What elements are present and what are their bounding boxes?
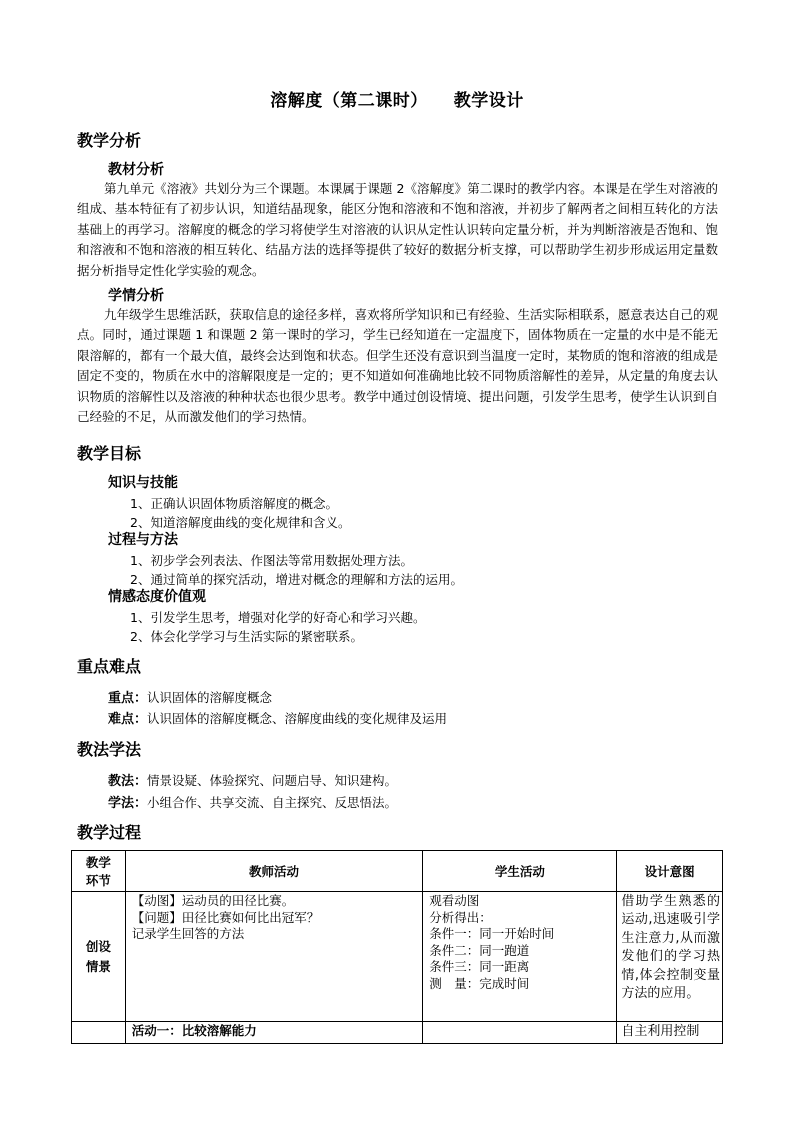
teach-method-label: 教法： <box>108 774 148 789</box>
header-stage: 教学 环节 <box>72 851 126 892</box>
section-heading-goals: 教学目标 <box>77 444 142 463</box>
process-item-1: 1、初步学会列表法、作图法等常用数据处理方法。 <box>130 553 413 568</box>
subheading-students: 学情分析 <box>108 288 164 304</box>
teacher-line: 活动一：比较溶解能力 <box>131 1023 257 1038</box>
subheading-emotion: 情感态度价值观 <box>108 589 206 605</box>
teacher-line: 【动图】运动员的田径比赛。 <box>131 893 295 908</box>
focus-text: 认识固体的溶解度概念 <box>147 690 273 705</box>
process-table <box>71 850 723 1044</box>
table-row <box>72 1022 723 1044</box>
header-student: 学生活动 <box>423 851 617 892</box>
knowledge-item-2: 2、知道溶解度曲线的变化规律和含义。 <box>130 515 351 530</box>
subheading-knowledge: 知识与技能 <box>108 475 178 491</box>
student-line: 分析得出： <box>429 909 492 925</box>
table-row <box>72 892 723 1022</box>
student-line: 条件一：同一开始时间 <box>429 926 555 942</box>
table-header-row <box>72 851 723 892</box>
focus-line <box>108 687 272 706</box>
teacher-activity-cell <box>125 892 423 1022</box>
section-heading-methods: 教法学法 <box>77 740 142 759</box>
teach-method-text: 情景设疑、体验探究、问题启导、知识建构。 <box>147 773 398 788</box>
page-title <box>0 86 794 111</box>
teacher-line: 【问题】田径比赛如何比出冠军？ <box>131 909 320 925</box>
design-intent-cell <box>617 1022 723 1044</box>
subheading-process: 过程与方法 <box>108 532 178 548</box>
difficulty-label: 难点： <box>108 712 148 727</box>
subheading-material: 教材分析 <box>108 162 164 178</box>
learn-method-line <box>108 792 397 811</box>
students-paragraph: 九年级学生思维活跃，获取信息的途径多样，喜欢将所学知识和已有经验、生活实际相联系，愿意表达自己的观点。同时，通过课题 1 和课题 2 第一课时的学习，学生已经知道在一定温度下，固体物质在一定量的水中是不能无限溶解的，都有一个最大值，最终会达到饱和状态。但学生还没有意识到当温度一定时，某物质的饱和溶液的组成是固定不变的，物质在水中的溶解限度是一定的；更不知道如何准确地比较不同物质溶解性的差异，从定量的角度去认识物质的溶解性以及溶液的种种状态也很少思考。教学中通过创设情境、提出问题，引发学生思考，使学生认识到自己经验的不足，从而激发他们的学习热情。 <box>77 307 718 425</box>
design-intent-text: 借助学生熟悉的运动,迅速吸引学生注意力,从而激发他们的学习热情,体会控制变量方法的应用。 <box>621 894 720 1002</box>
student-line: 测 量：完成时间 <box>429 975 530 991</box>
design-intent-cell <box>617 892 723 1022</box>
emotion-item-2: 2、体会化学学习与生活实际的紧密联系。 <box>130 629 363 644</box>
learn-method-text: 小组合作、共享交流、自主探究、反思悟法。 <box>147 795 398 810</box>
difficulty-text: 认识固体的溶解度概念、溶解度曲线的变化规律及运用 <box>147 711 448 726</box>
title-main: 溶解度（第二课时） <box>270 91 428 111</box>
student-line: 条件三：同一距离 <box>429 959 530 975</box>
student-line: 条件二：同一跑道 <box>429 942 530 958</box>
design-intent-text: 自主利用控制 <box>621 1024 700 1039</box>
section-heading-key-points: 重点难点 <box>77 657 142 676</box>
knowledge-item-1: 1、正确认识固体物质溶解度的概念。 <box>130 496 338 511</box>
header-intent: 设计意图 <box>617 851 723 892</box>
difficulty-line <box>108 708 447 727</box>
student-activity-cell <box>423 1022 617 1044</box>
focus-label: 重点： <box>108 691 148 706</box>
teach-method-line <box>108 770 397 789</box>
stage-cell <box>72 1022 126 1044</box>
header-teacher: 教师活动 <box>125 851 423 892</box>
learn-method-label: 学法： <box>108 796 148 811</box>
emotion-item-1: 1、引发学生思考，增强对化学的好奇心和学习兴趣。 <box>130 610 426 625</box>
process-item-2: 2、通过简单的探究活动，增进对概念的理解和方法的运用。 <box>130 572 463 587</box>
teacher-activity-cell <box>125 1022 423 1044</box>
material-paragraph: 第九单元《溶液》共划分为三个课题。本课属于课题 2《溶解度》第二课时的教学内容。本课是在学生对溶液的组成、基本特征有了初步认识，知道结晶现象，能区分饱和溶液和不饱和溶液，并初步了解两者之间相互转化的方法基础上的再学习。溶解度的概念的学习将使学生对溶液的认识从定性认识转向定量分析，并为判断溶液是否饱和、饱和溶液和不饱和溶液的相互转化、结晶方法的选择等提供了较好的数据分析支撑，可以帮助学生初步形成运用定量数据分析指导定性化学实验的观念。 <box>77 181 718 278</box>
section-heading-analysis: 教学分析 <box>77 131 142 150</box>
section-heading-process: 教学过程 <box>77 823 142 842</box>
teacher-line: 记录学生回答的方法 <box>131 926 245 942</box>
student-activity-cell <box>423 892 617 1022</box>
student-line: 观看动图 <box>429 893 480 908</box>
title-sub: 教学设计 <box>453 91 524 111</box>
stage-cell: 创设 情景 <box>72 892 126 1022</box>
